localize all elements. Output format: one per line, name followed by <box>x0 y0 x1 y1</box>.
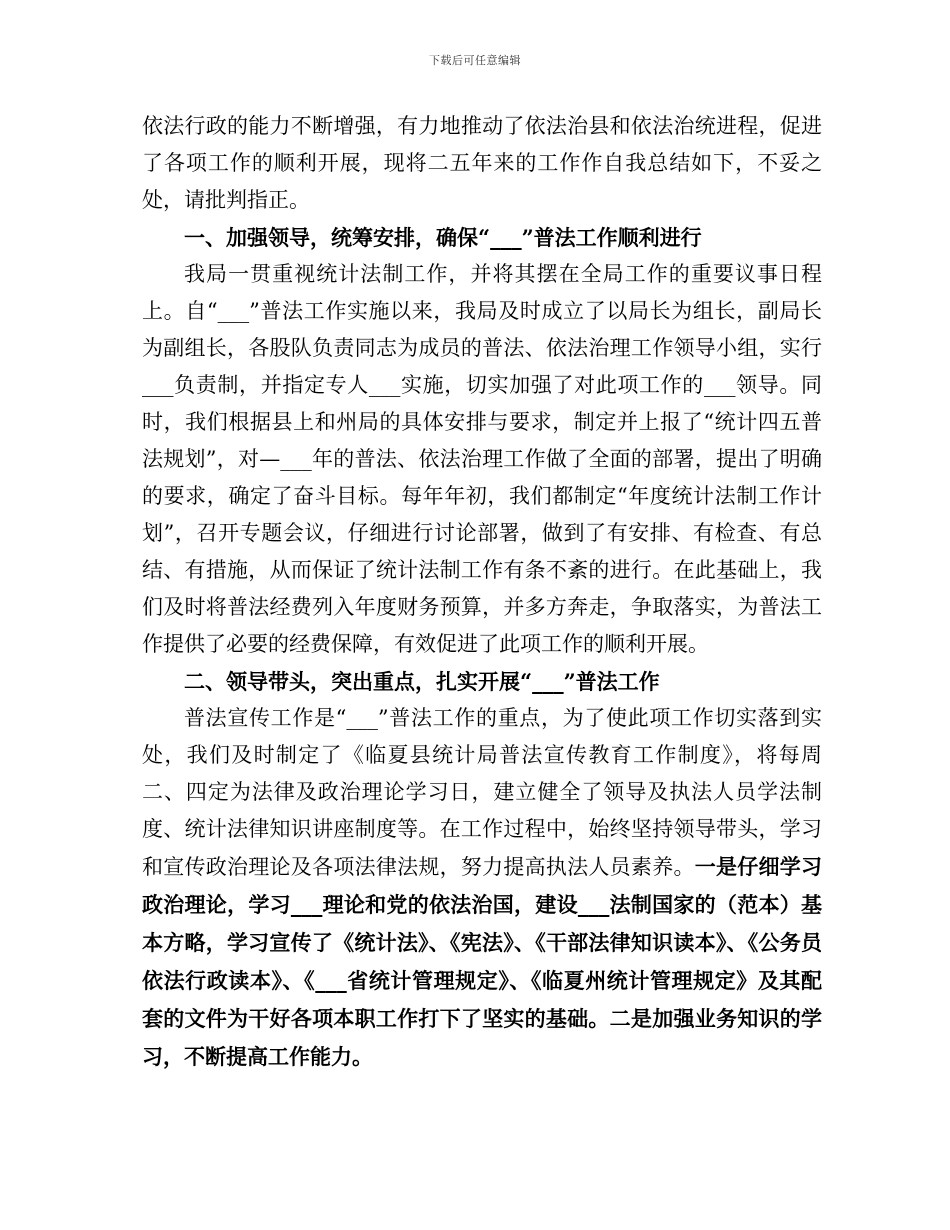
section-heading-2: 二、领导带头，突出重点，扎实开展“___”普法工作 <box>184 669 660 694</box>
paragraph-intro: 依法行政的能力不断增强，有力地推动了依法治县和依法治统进程，促进了各项工作的顺利开展，现将二五年来的工作作自我总结如下，不妥之处，请批判指正。 <box>142 114 822 212</box>
paragraph-section-2-bold-text: 一是仔细学习政治理论，学习___理论和党的依法治国，建设___法制国家的（范本）基本方略，学习宣传了《统计法》、《宪法》、《干部法律知识读本》、《公务员依法行政读本》、《___省统计管理规定》、《临夏州统计管理规定》及其配套的文件为干好各项本职工作打下了坚实的基础。二是加强业务知识的学习，不断提高工作能力。 <box>142 854 823 1069</box>
paragraph-section-2-text: 普法宣传工作是“___”普法工作的重点，为了使此项工作切实落到实处，我们及时制定了《临夏县统计局普法宣传教育工作制度》，将每周二、四定为法律及政治理论学习日，建立健全了领导及执法人员学法制度、统计法律知识讲座制度等。在工作过程中，始终坚持领导带头，学习和宣传政治理论及各项法律法规，努力提高执法人员素养。 <box>142 706 822 879</box>
paragraph-section-1: 我局一贯重视统计法制工作，并将其摆在全局工作的重要议事日程上。自“___”普法工作实施以来，我局及时成立了以局长为组长，副局长为副组长，各股队负责同志为成员的普法、依法治理工作领导小组，实行___负责制，并指定专人___实施，切实加强了对此项工作的___领导。同时，我们根据县上和州局的具体安排与要求，制定并上报了“统计四五普法规划”，对—___年的普法、依法治理工作做了全面的部署，提出了明确的要求，确定了奋斗目标。每年年初，我们都制定“年度统计法制工作计划”，召开专题会议，仔细进行讨论部署，做到了有安排、有检查、有总结、有措施，从而保证了统计法制工作有条不紊的进行。在此基础上，我们及时将普法经费列入年度财务预算，并多方奔走，争取落实，为普法工作提供了必要的经费保障，有效促进了此项工作的顺利开展。 <box>142 262 822 656</box>
section-heading-1: 一、加强领导，统筹安排，确保“___”普法工作顺利进行 <box>184 225 702 250</box>
document-body <box>142 108 822 1076</box>
paragraph-section-2 <box>142 700 822 1076</box>
page-header-note: 下载后可任意编辑 <box>429 54 521 67</box>
